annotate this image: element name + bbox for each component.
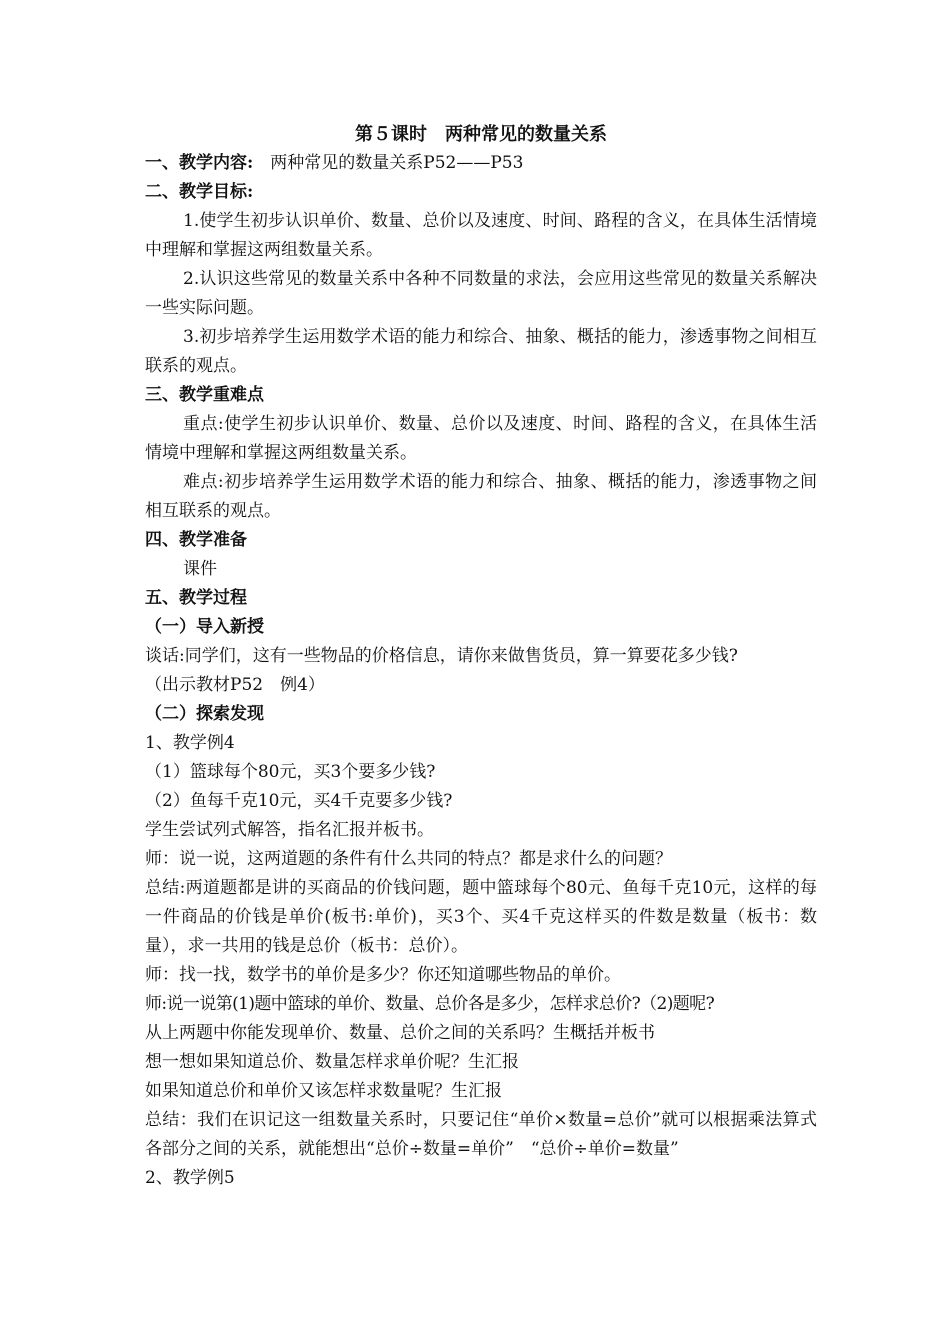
paragraph: 师:说一说第(1)题中篮球的单价、数量、总价各是多少，怎样求总价?（2)题呢?: [145, 994, 715, 1014]
page-title: 第５课时 两种常见的数量关系: [355, 124, 607, 145]
paragraph: 2、教学例5: [145, 1168, 235, 1188]
paragraph: 想一想如果知道总价、数量怎样求单价呢？生汇报: [145, 1052, 519, 1072]
paragraph: 1、教学例4: [145, 733, 235, 753]
paragraph: （出示教材P52 例4）: [145, 675, 325, 695]
paragraph: 师：找一找，数学书的单价是多少？你还知道哪些物品的单价。: [145, 965, 621, 985]
section-heading-process: 五、教学过程: [145, 588, 247, 608]
paragraph: （1）篮球每个80元，买3个要多少钱?: [145, 762, 436, 782]
section-heading-preparation: 四、教学准备: [145, 530, 247, 550]
summary-paragraph: 总结:两道题都是讲的买商品的价钱问题，题中篮球每个80元、鱼每千克10元，这样的每一件商品的价钱是单价(板书:单价)，买3个、买4千克这样买的件数是数量（板书：数量），求一共用的钱是总价（板书：总价）。: [145, 878, 817, 956]
section-heading-key-points: 三、教学重难点: [145, 385, 264, 405]
paragraph: 从上两题中你能发现单价、数量、总价之间的关系吗？生概括并板书: [145, 1023, 655, 1043]
subsection-heading-intro: （一）导入新授: [145, 617, 264, 637]
paragraph: 学生尝试列式解答，指名汇报并板书。: [145, 820, 434, 840]
paragraph: （2）鱼每千克10元，买4千克要多少钱?: [145, 791, 453, 811]
key-point-item: 重点:使学生初步认识单价、数量、总价以及速度、时间、路程的含义，在具体生活情境中理解和掌握这两组数量关系。: [145, 414, 817, 463]
section-text: 两种常见的数量关系P52——P53: [253, 153, 524, 173]
paragraph: 如果知道总价和单价又该怎样求数量呢？生汇报: [145, 1081, 502, 1101]
paragraph: 谈话:同学们，这有一些物品的价格信息，请你来做售货员，算一算要花多少钱?: [145, 646, 738, 666]
preparation-text: 课件: [183, 559, 217, 579]
goal-item: 3.初步培养学生运用数学术语的能力和综合、抽象、概括的能力，渗透事物之间相互联系的观点。: [145, 327, 817, 376]
goal-item: 1.使学生初步认识单价、数量、总价以及速度、时间、路程的含义，在具体生活情境中理解和掌握这两组数量关系。: [145, 211, 817, 260]
section-teaching-content: [145, 149, 817, 178]
summary-paragraph: 总结：我们在识记这一组数量关系时，只要记住“单价×数量=总价”就可以根据乘法算式各部分之间的关系，就能想出“总价÷数量=单价” “总价÷单价=数量”: [145, 1110, 817, 1159]
paragraph: 师：说一说，这两道题的条件有什么共同的特点？都是求什么的问题？: [145, 849, 672, 869]
subsection-heading-explore: （二）探索发现: [145, 704, 264, 724]
goal-item: 2.认识这些常见的数量关系中各种不同数量的求法，会应用这些常见的数量关系解决一些实际问题。: [145, 269, 817, 318]
section-heading: 一、教学内容:: [145, 153, 254, 173]
section-heading-goals: 二、教学目标:: [145, 182, 254, 202]
difficult-point-item: 难点:初步培养学生运用数学术语的能力和综合、抽象、概括的能力，渗透事物之间相互联系的观点。: [145, 472, 817, 521]
lesson-plan-content: [145, 120, 817, 1193]
